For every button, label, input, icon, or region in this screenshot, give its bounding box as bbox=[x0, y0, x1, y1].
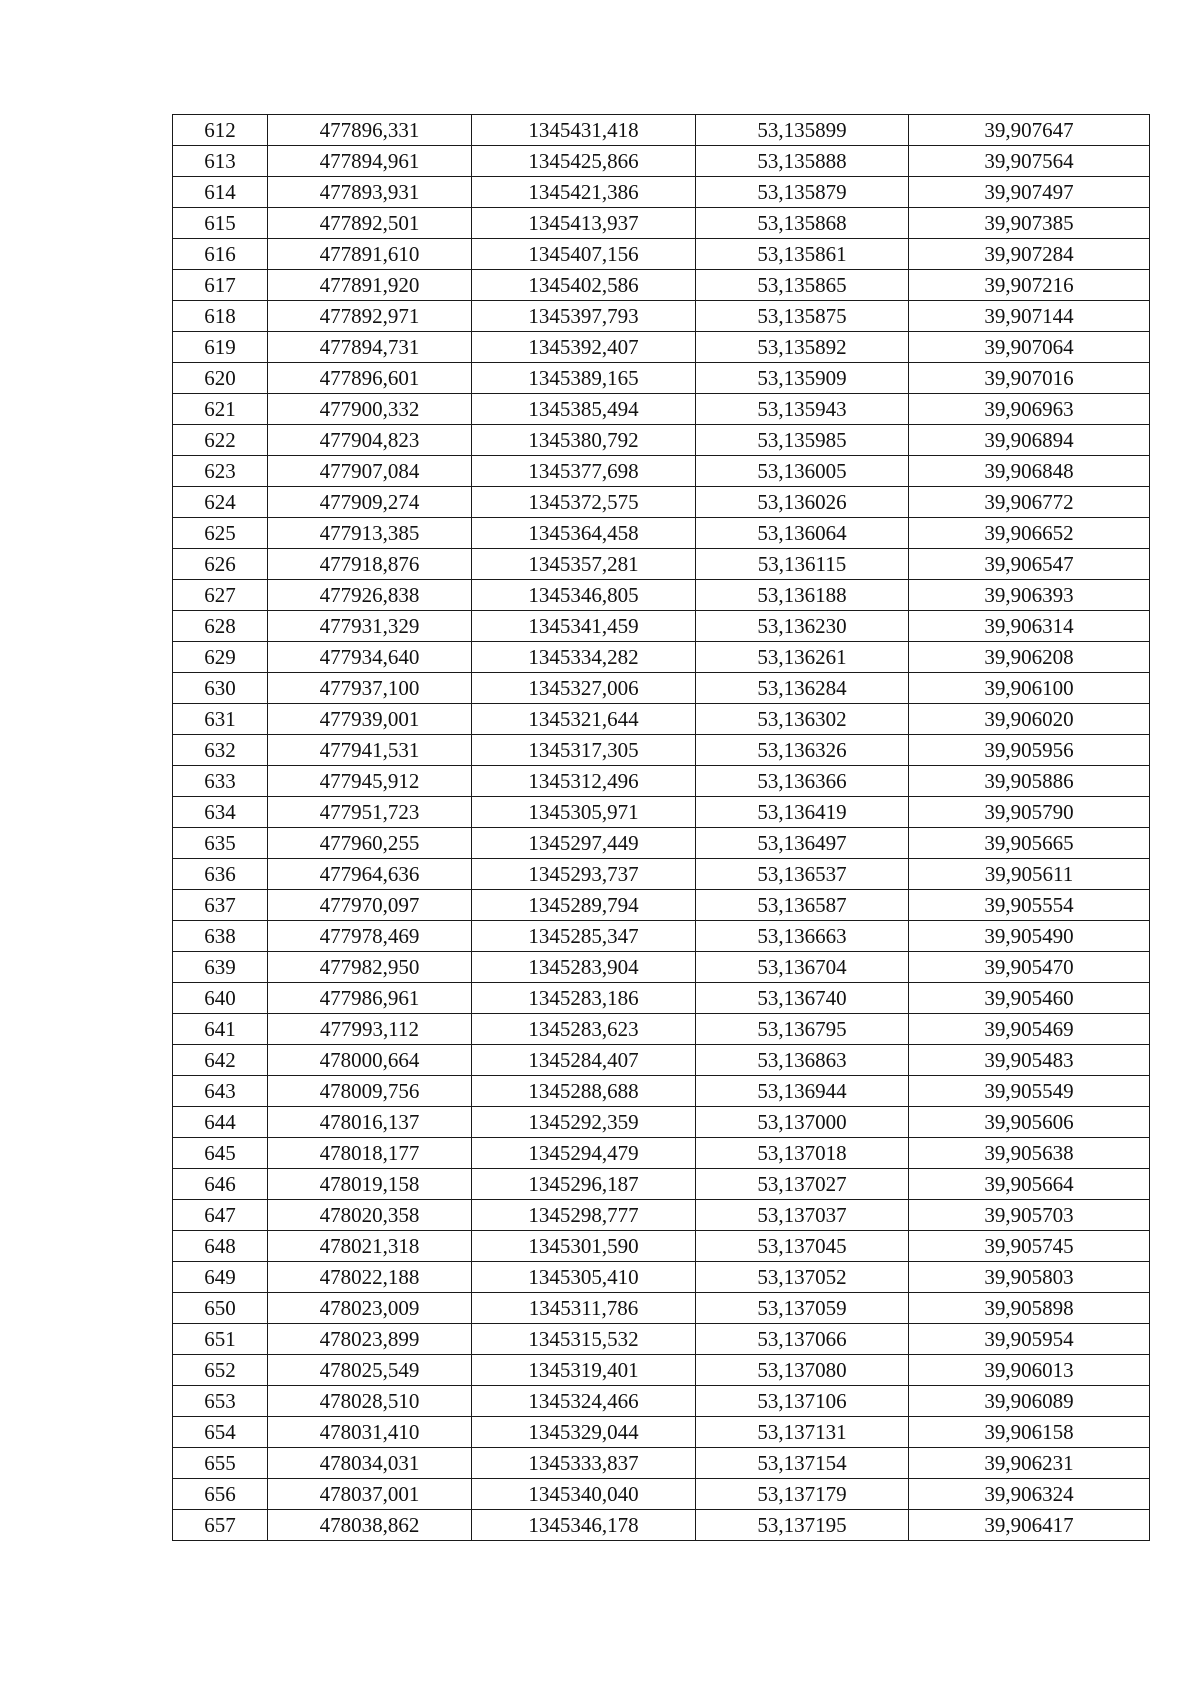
point-number-cell: 630 bbox=[173, 673, 268, 704]
y-coordinate-cell: 1345407,156 bbox=[472, 239, 696, 270]
longitude-cell: 39,906547 bbox=[909, 549, 1150, 580]
table-row bbox=[173, 208, 1150, 239]
latitude-cell: 53,137037 bbox=[696, 1200, 909, 1231]
x-coordinate-cell: 477986,961 bbox=[268, 983, 472, 1014]
table-row bbox=[173, 890, 1150, 921]
y-coordinate-cell: 1345377,698 bbox=[472, 456, 696, 487]
longitude-cell: 39,905483 bbox=[909, 1045, 1150, 1076]
point-number-cell: 618 bbox=[173, 301, 268, 332]
longitude-cell: 39,905886 bbox=[909, 766, 1150, 797]
longitude-cell: 39,906848 bbox=[909, 456, 1150, 487]
y-coordinate-cell: 1345357,281 bbox=[472, 549, 696, 580]
latitude-cell: 53,137052 bbox=[696, 1262, 909, 1293]
longitude-cell: 39,905469 bbox=[909, 1014, 1150, 1045]
x-coordinate-cell: 477951,723 bbox=[268, 797, 472, 828]
table-row bbox=[173, 301, 1150, 332]
longitude-cell: 39,906417 bbox=[909, 1510, 1150, 1541]
point-number-cell: 646 bbox=[173, 1169, 268, 1200]
longitude-cell: 39,907497 bbox=[909, 177, 1150, 208]
latitude-cell: 53,137131 bbox=[696, 1417, 909, 1448]
y-coordinate-cell: 1345392,407 bbox=[472, 332, 696, 363]
latitude-cell: 53,137045 bbox=[696, 1231, 909, 1262]
longitude-cell: 39,906089 bbox=[909, 1386, 1150, 1417]
table-row bbox=[173, 518, 1150, 549]
table-row bbox=[173, 983, 1150, 1014]
x-coordinate-cell: 478016,137 bbox=[268, 1107, 472, 1138]
y-coordinate-cell: 1345333,837 bbox=[472, 1448, 696, 1479]
table-row bbox=[173, 425, 1150, 456]
point-number-cell: 641 bbox=[173, 1014, 268, 1045]
point-number-cell: 649 bbox=[173, 1262, 268, 1293]
table-row bbox=[173, 580, 1150, 611]
point-number-cell: 633 bbox=[173, 766, 268, 797]
longitude-cell: 39,905790 bbox=[909, 797, 1150, 828]
y-coordinate-cell: 1345340,040 bbox=[472, 1479, 696, 1510]
y-coordinate-cell: 1345413,937 bbox=[472, 208, 696, 239]
y-coordinate-cell: 1345346,805 bbox=[472, 580, 696, 611]
table-row bbox=[173, 487, 1150, 518]
latitude-cell: 53,136026 bbox=[696, 487, 909, 518]
x-coordinate-cell: 477941,531 bbox=[268, 735, 472, 766]
y-coordinate-cell: 1345283,623 bbox=[472, 1014, 696, 1045]
latitude-cell: 53,136005 bbox=[696, 456, 909, 487]
longitude-cell: 39,905956 bbox=[909, 735, 1150, 766]
latitude-cell: 53,137000 bbox=[696, 1107, 909, 1138]
table-row bbox=[173, 642, 1150, 673]
x-coordinate-cell: 478031,410 bbox=[268, 1417, 472, 1448]
x-coordinate-cell: 478038,862 bbox=[268, 1510, 472, 1541]
table-row bbox=[173, 1324, 1150, 1355]
point-number-cell: 644 bbox=[173, 1107, 268, 1138]
x-coordinate-cell: 478034,031 bbox=[268, 1448, 472, 1479]
table-row bbox=[173, 146, 1150, 177]
latitude-cell: 53,136230 bbox=[696, 611, 909, 642]
y-coordinate-cell: 1345364,458 bbox=[472, 518, 696, 549]
x-coordinate-cell: 477964,636 bbox=[268, 859, 472, 890]
latitude-cell: 53,136261 bbox=[696, 642, 909, 673]
point-number-cell: 638 bbox=[173, 921, 268, 952]
point-number-cell: 642 bbox=[173, 1045, 268, 1076]
y-coordinate-cell: 1345319,401 bbox=[472, 1355, 696, 1386]
longitude-cell: 39,905745 bbox=[909, 1231, 1150, 1262]
x-coordinate-cell: 478020,358 bbox=[268, 1200, 472, 1231]
table-row bbox=[173, 1355, 1150, 1386]
point-number-cell: 637 bbox=[173, 890, 268, 921]
x-coordinate-cell: 477904,823 bbox=[268, 425, 472, 456]
longitude-cell: 39,905954 bbox=[909, 1324, 1150, 1355]
latitude-cell: 53,136188 bbox=[696, 580, 909, 611]
table-row bbox=[173, 1448, 1150, 1479]
y-coordinate-cell: 1345334,282 bbox=[472, 642, 696, 673]
table-row bbox=[173, 394, 1150, 425]
x-coordinate-cell: 477931,329 bbox=[268, 611, 472, 642]
x-coordinate-cell: 477896,601 bbox=[268, 363, 472, 394]
x-coordinate-cell: 477939,001 bbox=[268, 704, 472, 735]
longitude-cell: 39,905665 bbox=[909, 828, 1150, 859]
latitude-cell: 53,135892 bbox=[696, 332, 909, 363]
table-row bbox=[173, 1200, 1150, 1231]
point-number-cell: 643 bbox=[173, 1076, 268, 1107]
y-coordinate-cell: 1345285,347 bbox=[472, 921, 696, 952]
point-number-cell: 620 bbox=[173, 363, 268, 394]
table-row bbox=[173, 363, 1150, 394]
table-row bbox=[173, 952, 1150, 983]
point-number-cell: 616 bbox=[173, 239, 268, 270]
latitude-cell: 53,135875 bbox=[696, 301, 909, 332]
latitude-cell: 53,136497 bbox=[696, 828, 909, 859]
longitude-cell: 39,906231 bbox=[909, 1448, 1150, 1479]
y-coordinate-cell: 1345288,688 bbox=[472, 1076, 696, 1107]
x-coordinate-cell: 477892,501 bbox=[268, 208, 472, 239]
y-coordinate-cell: 1345315,532 bbox=[472, 1324, 696, 1355]
table-body bbox=[173, 115, 1150, 1541]
x-coordinate-cell: 478000,664 bbox=[268, 1045, 472, 1076]
y-coordinate-cell: 1345425,866 bbox=[472, 146, 696, 177]
point-number-cell: 650 bbox=[173, 1293, 268, 1324]
longitude-cell: 39,907284 bbox=[909, 239, 1150, 270]
y-coordinate-cell: 1345324,466 bbox=[472, 1386, 696, 1417]
point-number-cell: 612 bbox=[173, 115, 268, 146]
x-coordinate-cell: 478023,009 bbox=[268, 1293, 472, 1324]
longitude-cell: 39,906772 bbox=[909, 487, 1150, 518]
table-row bbox=[173, 1138, 1150, 1169]
y-coordinate-cell: 1345283,186 bbox=[472, 983, 696, 1014]
latitude-cell: 53,135899 bbox=[696, 115, 909, 146]
y-coordinate-cell: 1345312,496 bbox=[472, 766, 696, 797]
point-number-cell: 652 bbox=[173, 1355, 268, 1386]
longitude-cell: 39,906100 bbox=[909, 673, 1150, 704]
y-coordinate-cell: 1345292,359 bbox=[472, 1107, 696, 1138]
latitude-cell: 53,137027 bbox=[696, 1169, 909, 1200]
x-coordinate-cell: 477978,469 bbox=[268, 921, 472, 952]
y-coordinate-cell: 1345321,644 bbox=[472, 704, 696, 735]
y-coordinate-cell: 1345293,737 bbox=[472, 859, 696, 890]
x-coordinate-cell: 477896,331 bbox=[268, 115, 472, 146]
y-coordinate-cell: 1345317,305 bbox=[472, 735, 696, 766]
table-row bbox=[173, 1107, 1150, 1138]
table-row bbox=[173, 828, 1150, 859]
latitude-cell: 53,136284 bbox=[696, 673, 909, 704]
table-row bbox=[173, 270, 1150, 301]
point-number-cell: 621 bbox=[173, 394, 268, 425]
table-row bbox=[173, 332, 1150, 363]
x-coordinate-cell: 477960,255 bbox=[268, 828, 472, 859]
point-number-cell: 624 bbox=[173, 487, 268, 518]
point-number-cell: 640 bbox=[173, 983, 268, 1014]
point-number-cell: 627 bbox=[173, 580, 268, 611]
y-coordinate-cell: 1345389,165 bbox=[472, 363, 696, 394]
longitude-cell: 39,906020 bbox=[909, 704, 1150, 735]
table-row bbox=[173, 1262, 1150, 1293]
latitude-cell: 53,136587 bbox=[696, 890, 909, 921]
latitude-cell: 53,136302 bbox=[696, 704, 909, 735]
longitude-cell: 39,905664 bbox=[909, 1169, 1150, 1200]
y-coordinate-cell: 1345305,410 bbox=[472, 1262, 696, 1293]
latitude-cell: 53,136326 bbox=[696, 735, 909, 766]
y-coordinate-cell: 1345421,386 bbox=[472, 177, 696, 208]
point-number-cell: 655 bbox=[173, 1448, 268, 1479]
latitude-cell: 53,136944 bbox=[696, 1076, 909, 1107]
x-coordinate-cell: 477937,100 bbox=[268, 673, 472, 704]
longitude-cell: 39,907016 bbox=[909, 363, 1150, 394]
longitude-cell: 39,906652 bbox=[909, 518, 1150, 549]
table-row bbox=[173, 1231, 1150, 1262]
table-row bbox=[173, 1076, 1150, 1107]
latitude-cell: 53,135985 bbox=[696, 425, 909, 456]
table-row bbox=[173, 456, 1150, 487]
table-row bbox=[173, 115, 1150, 146]
latitude-cell: 53,135879 bbox=[696, 177, 909, 208]
longitude-cell: 39,906158 bbox=[909, 1417, 1150, 1448]
longitude-cell: 39,905470 bbox=[909, 952, 1150, 983]
x-coordinate-cell: 477934,640 bbox=[268, 642, 472, 673]
point-number-cell: 635 bbox=[173, 828, 268, 859]
longitude-cell: 39,905606 bbox=[909, 1107, 1150, 1138]
y-coordinate-cell: 1345346,178 bbox=[472, 1510, 696, 1541]
point-number-cell: 639 bbox=[173, 952, 268, 983]
longitude-cell: 39,905611 bbox=[909, 859, 1150, 890]
point-number-cell: 648 bbox=[173, 1231, 268, 1262]
latitude-cell: 53,135865 bbox=[696, 270, 909, 301]
longitude-cell: 39,907216 bbox=[909, 270, 1150, 301]
longitude-cell: 39,905703 bbox=[909, 1200, 1150, 1231]
longitude-cell: 39,906013 bbox=[909, 1355, 1150, 1386]
point-number-cell: 628 bbox=[173, 611, 268, 642]
point-number-cell: 629 bbox=[173, 642, 268, 673]
x-coordinate-cell: 477945,912 bbox=[268, 766, 472, 797]
longitude-cell: 39,907064 bbox=[909, 332, 1150, 363]
latitude-cell: 53,136115 bbox=[696, 549, 909, 580]
table-row bbox=[173, 859, 1150, 890]
point-number-cell: 651 bbox=[173, 1324, 268, 1355]
y-coordinate-cell: 1345402,586 bbox=[472, 270, 696, 301]
y-coordinate-cell: 1345296,187 bbox=[472, 1169, 696, 1200]
x-coordinate-cell: 478022,188 bbox=[268, 1262, 472, 1293]
x-coordinate-cell: 477893,931 bbox=[268, 177, 472, 208]
point-number-cell: 631 bbox=[173, 704, 268, 735]
longitude-cell: 39,907564 bbox=[909, 146, 1150, 177]
y-coordinate-cell: 1345341,459 bbox=[472, 611, 696, 642]
longitude-cell: 39,905460 bbox=[909, 983, 1150, 1014]
x-coordinate-cell: 477909,274 bbox=[268, 487, 472, 518]
longitude-cell: 39,905898 bbox=[909, 1293, 1150, 1324]
latitude-cell: 53,136419 bbox=[696, 797, 909, 828]
x-coordinate-cell: 477993,112 bbox=[268, 1014, 472, 1045]
table-row bbox=[173, 1014, 1150, 1045]
x-coordinate-cell: 477918,876 bbox=[268, 549, 472, 580]
longitude-cell: 39,906963 bbox=[909, 394, 1150, 425]
table-row bbox=[173, 1293, 1150, 1324]
latitude-cell: 53,137018 bbox=[696, 1138, 909, 1169]
x-coordinate-cell: 477970,097 bbox=[268, 890, 472, 921]
y-coordinate-cell: 1345298,777 bbox=[472, 1200, 696, 1231]
x-coordinate-cell: 478021,318 bbox=[268, 1231, 472, 1262]
longitude-cell: 39,906324 bbox=[909, 1479, 1150, 1510]
table-row bbox=[173, 239, 1150, 270]
x-coordinate-cell: 477894,731 bbox=[268, 332, 472, 363]
x-coordinate-cell: 478018,177 bbox=[268, 1138, 472, 1169]
latitude-cell: 53,137154 bbox=[696, 1448, 909, 1479]
x-coordinate-cell: 478023,899 bbox=[268, 1324, 472, 1355]
y-coordinate-cell: 1345301,590 bbox=[472, 1231, 696, 1262]
y-coordinate-cell: 1345329,044 bbox=[472, 1417, 696, 1448]
longitude-cell: 39,907385 bbox=[909, 208, 1150, 239]
y-coordinate-cell: 1345283,904 bbox=[472, 952, 696, 983]
point-number-cell: 617 bbox=[173, 270, 268, 301]
point-number-cell: 634 bbox=[173, 797, 268, 828]
y-coordinate-cell: 1345397,793 bbox=[472, 301, 696, 332]
table-row bbox=[173, 766, 1150, 797]
longitude-cell: 39,905554 bbox=[909, 890, 1150, 921]
point-number-cell: 622 bbox=[173, 425, 268, 456]
x-coordinate-cell: 477894,961 bbox=[268, 146, 472, 177]
x-coordinate-cell: 477926,838 bbox=[268, 580, 472, 611]
table-row bbox=[173, 704, 1150, 735]
longitude-cell: 39,906314 bbox=[909, 611, 1150, 642]
table-row bbox=[173, 177, 1150, 208]
longitude-cell: 39,906208 bbox=[909, 642, 1150, 673]
table-row bbox=[173, 1479, 1150, 1510]
latitude-cell: 53,137080 bbox=[696, 1355, 909, 1386]
point-number-cell: 632 bbox=[173, 735, 268, 766]
y-coordinate-cell: 1345327,006 bbox=[472, 673, 696, 704]
y-coordinate-cell: 1345311,786 bbox=[472, 1293, 696, 1324]
longitude-cell: 39,907144 bbox=[909, 301, 1150, 332]
point-number-cell: 619 bbox=[173, 332, 268, 363]
table-row bbox=[173, 611, 1150, 642]
latitude-cell: 53,135943 bbox=[696, 394, 909, 425]
longitude-cell: 39,905549 bbox=[909, 1076, 1150, 1107]
coordinates-table bbox=[172, 114, 1150, 1541]
latitude-cell: 53,137179 bbox=[696, 1479, 909, 1510]
point-number-cell: 625 bbox=[173, 518, 268, 549]
point-number-cell: 636 bbox=[173, 859, 268, 890]
x-coordinate-cell: 478028,510 bbox=[268, 1386, 472, 1417]
latitude-cell: 53,136663 bbox=[696, 921, 909, 952]
latitude-cell: 53,136537 bbox=[696, 859, 909, 890]
table-row bbox=[173, 1510, 1150, 1541]
y-coordinate-cell: 1345289,794 bbox=[472, 890, 696, 921]
table-row bbox=[173, 1417, 1150, 1448]
table-row bbox=[173, 549, 1150, 580]
y-coordinate-cell: 1345297,449 bbox=[472, 828, 696, 859]
latitude-cell: 53,135909 bbox=[696, 363, 909, 394]
table-row bbox=[173, 1045, 1150, 1076]
table-row bbox=[173, 1386, 1150, 1417]
latitude-cell: 53,137059 bbox=[696, 1293, 909, 1324]
y-coordinate-cell: 1345385,494 bbox=[472, 394, 696, 425]
x-coordinate-cell: 478009,756 bbox=[268, 1076, 472, 1107]
x-coordinate-cell: 477891,920 bbox=[268, 270, 472, 301]
longitude-cell: 39,906393 bbox=[909, 580, 1150, 611]
point-number-cell: 653 bbox=[173, 1386, 268, 1417]
y-coordinate-cell: 1345284,407 bbox=[472, 1045, 696, 1076]
latitude-cell: 53,136704 bbox=[696, 952, 909, 983]
longitude-cell: 39,906894 bbox=[909, 425, 1150, 456]
latitude-cell: 53,135868 bbox=[696, 208, 909, 239]
longitude-cell: 39,905638 bbox=[909, 1138, 1150, 1169]
point-number-cell: 615 bbox=[173, 208, 268, 239]
point-number-cell: 613 bbox=[173, 146, 268, 177]
longitude-cell: 39,907647 bbox=[909, 115, 1150, 146]
latitude-cell: 53,137195 bbox=[696, 1510, 909, 1541]
y-coordinate-cell: 1345294,479 bbox=[472, 1138, 696, 1169]
x-coordinate-cell: 477982,950 bbox=[268, 952, 472, 983]
longitude-cell: 39,905490 bbox=[909, 921, 1150, 952]
latitude-cell: 53,135888 bbox=[696, 146, 909, 177]
point-number-cell: 645 bbox=[173, 1138, 268, 1169]
point-number-cell: 623 bbox=[173, 456, 268, 487]
x-coordinate-cell: 477891,610 bbox=[268, 239, 472, 270]
y-coordinate-cell: 1345305,971 bbox=[472, 797, 696, 828]
table-row bbox=[173, 1169, 1150, 1200]
latitude-cell: 53,136863 bbox=[696, 1045, 909, 1076]
y-coordinate-cell: 1345372,575 bbox=[472, 487, 696, 518]
y-coordinate-cell: 1345380,792 bbox=[472, 425, 696, 456]
point-number-cell: 654 bbox=[173, 1417, 268, 1448]
x-coordinate-cell: 477900,332 bbox=[268, 394, 472, 425]
table-row bbox=[173, 921, 1150, 952]
latitude-cell: 53,136366 bbox=[696, 766, 909, 797]
latitude-cell: 53,136064 bbox=[696, 518, 909, 549]
longitude-cell: 39,905803 bbox=[909, 1262, 1150, 1293]
latitude-cell: 53,137066 bbox=[696, 1324, 909, 1355]
point-number-cell: 614 bbox=[173, 177, 268, 208]
latitude-cell: 53,137106 bbox=[696, 1386, 909, 1417]
table-row bbox=[173, 735, 1150, 766]
latitude-cell: 53,135861 bbox=[696, 239, 909, 270]
x-coordinate-cell: 478019,158 bbox=[268, 1169, 472, 1200]
x-coordinate-cell: 477907,084 bbox=[268, 456, 472, 487]
point-number-cell: 647 bbox=[173, 1200, 268, 1231]
x-coordinate-cell: 478037,001 bbox=[268, 1479, 472, 1510]
latitude-cell: 53,136795 bbox=[696, 1014, 909, 1045]
latitude-cell: 53,136740 bbox=[696, 983, 909, 1014]
x-coordinate-cell: 477892,971 bbox=[268, 301, 472, 332]
x-coordinate-cell: 477913,385 bbox=[268, 518, 472, 549]
x-coordinate-cell: 478025,549 bbox=[268, 1355, 472, 1386]
table-row bbox=[173, 673, 1150, 704]
y-coordinate-cell: 1345431,418 bbox=[472, 115, 696, 146]
table-row bbox=[173, 797, 1150, 828]
point-number-cell: 656 bbox=[173, 1479, 268, 1510]
point-number-cell: 626 bbox=[173, 549, 268, 580]
point-number-cell: 657 bbox=[173, 1510, 268, 1541]
